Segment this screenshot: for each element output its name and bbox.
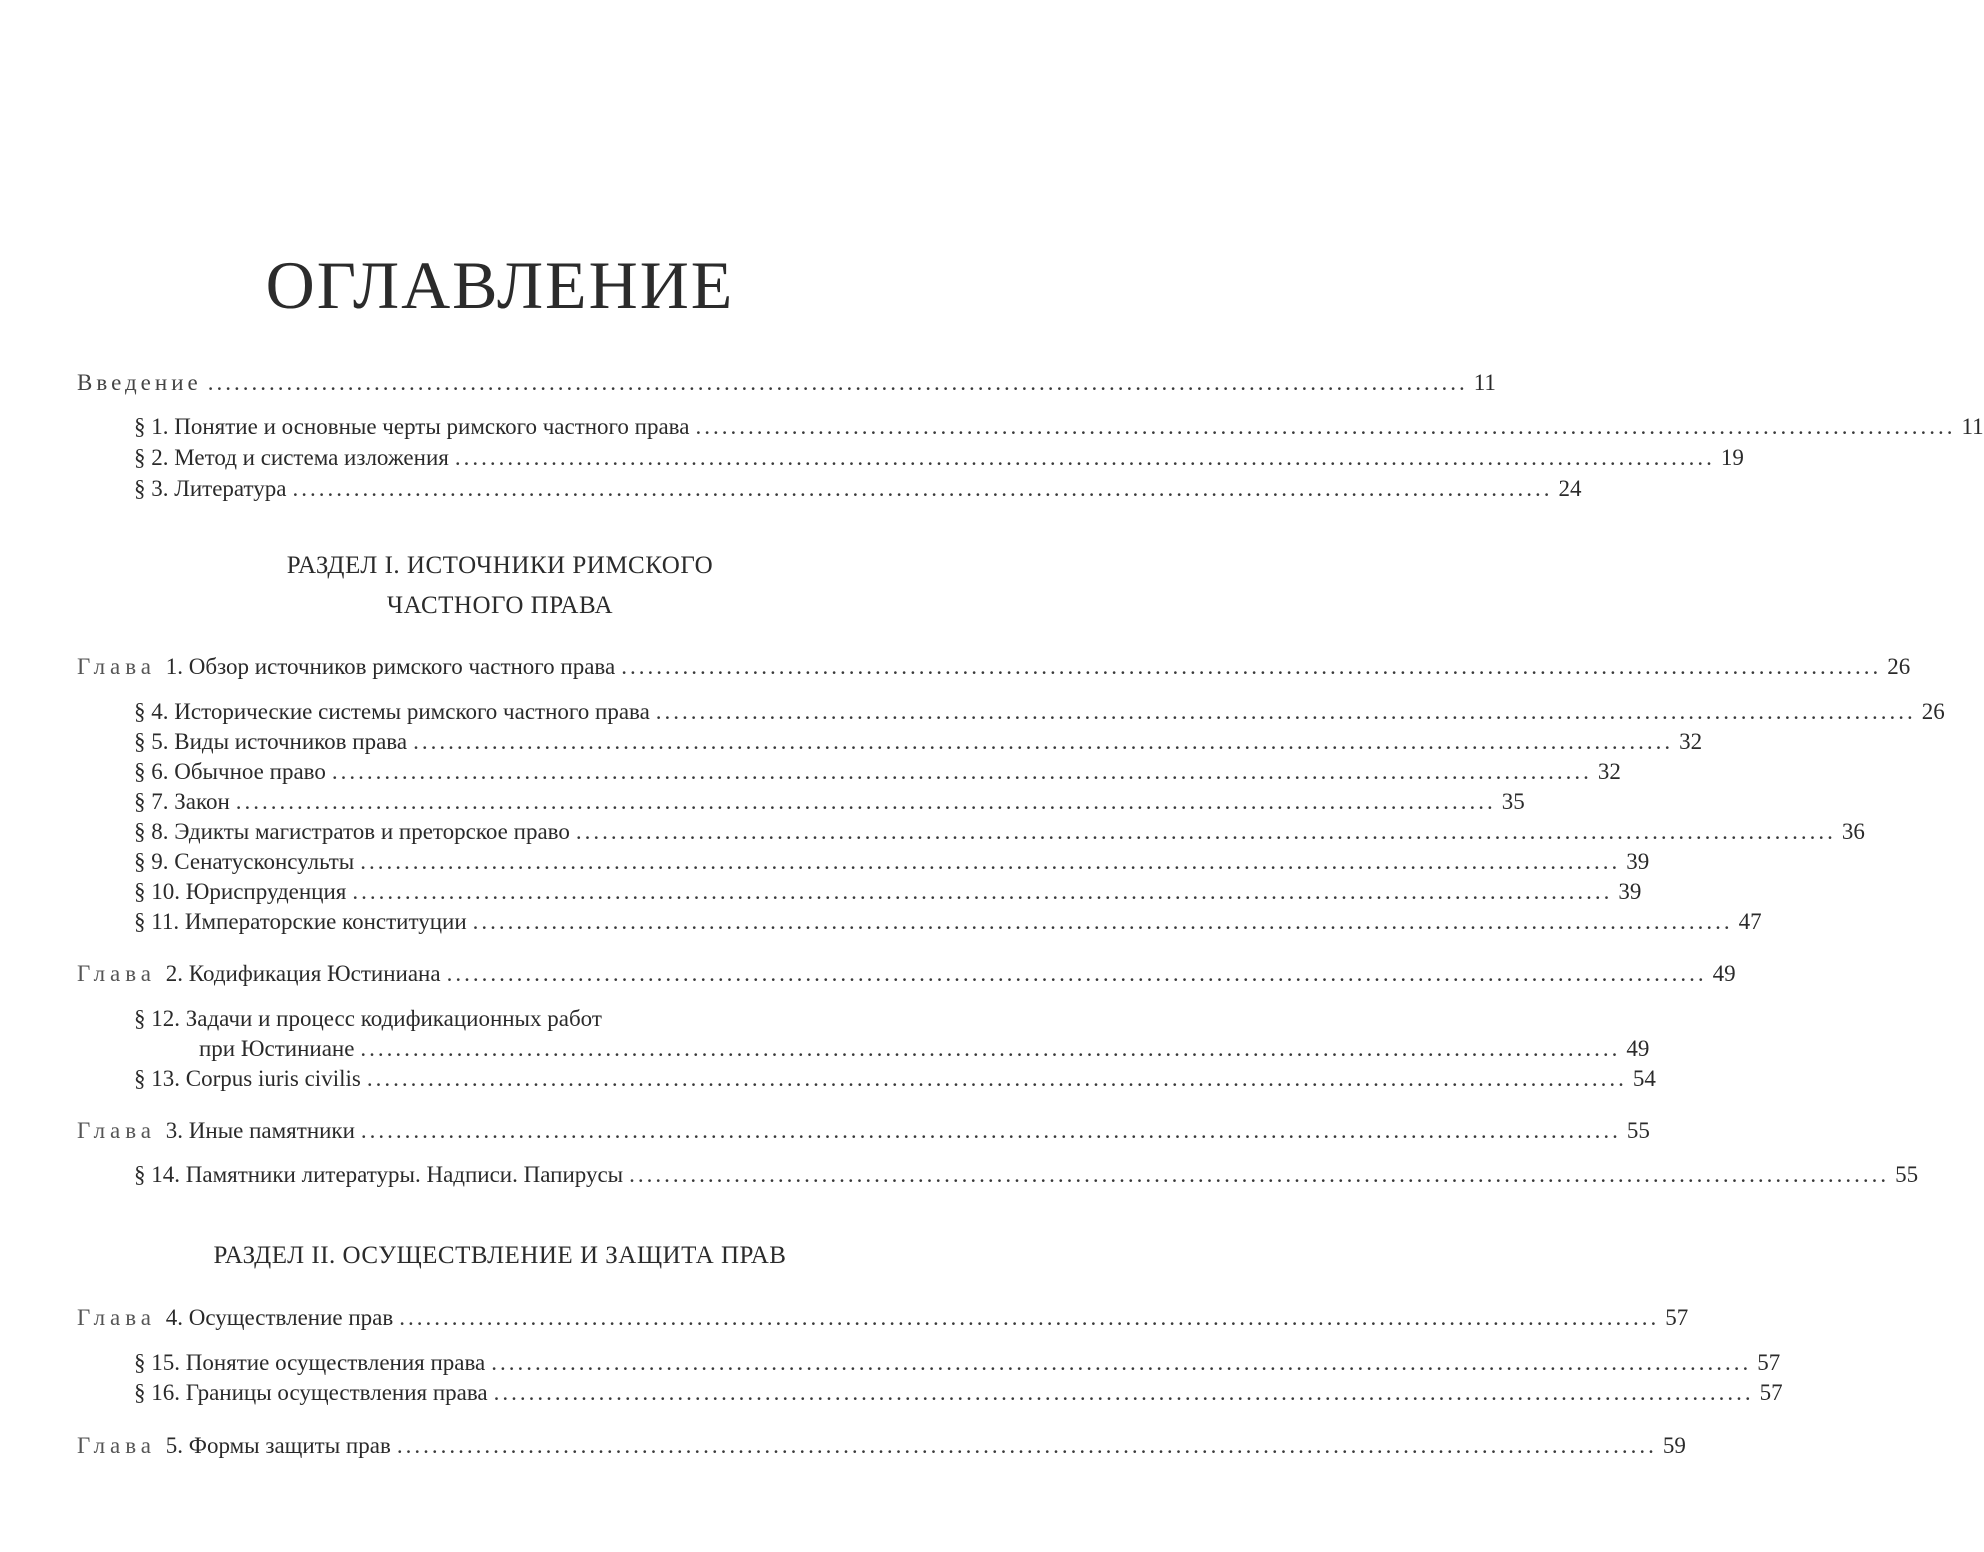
dot-leader: ................................................................................................................................................	[493, 1380, 1754, 1405]
entry-label: § 2. Метод и система изложения	[134, 445, 449, 470]
toc-entry-par1[interactable]	[134, 412, 1984, 442]
toc-entry-par2[interactable]	[134, 443, 1744, 473]
toc-entry-par9[interactable]	[134, 847, 1650, 877]
page-number: 26	[1921, 699, 1945, 724]
dot-leader: ................................................................................................................................................	[621, 654, 1882, 679]
chapter-word: Глава	[77, 1118, 157, 1143]
entry-label: § 3. Литература	[134, 476, 287, 501]
toc-entry-chapter-4[interactable]	[77, 1303, 1689, 1333]
page-number: 47	[1738, 909, 1762, 934]
page-number: 32	[1679, 729, 1703, 754]
page-number: 26	[1887, 654, 1911, 679]
entry-label: при Юстиниане	[199, 1036, 355, 1061]
page-number: 24	[1558, 476, 1582, 501]
dot-leader: ................................................................................................................................................	[695, 414, 1956, 439]
dot-leader: ................................................................................................................................................	[413, 729, 1674, 754]
page-number: 39	[1618, 879, 1642, 904]
dot-leader: ................................................................................................................................................	[655, 699, 1916, 724]
dot-leader: ................................................................................................................................................	[446, 961, 1707, 986]
dot-leader: ................................................................................................................................................	[352, 879, 1613, 904]
page-number: 57	[1759, 1380, 1783, 1405]
entry-label: § 10. Юриспруденция	[134, 879, 347, 904]
toc-entry-chapter-5[interactable]	[77, 1431, 1686, 1461]
entry-label: § 7. Закон	[134, 789, 230, 814]
chapter-title: 2. Кодификация Юстиниана	[165, 961, 441, 986]
chapter-word: Глава	[77, 961, 157, 986]
entry-label	[77, 1116, 355, 1146]
entry-label: § 6. Обычное право	[134, 759, 326, 784]
entry-label: Введение	[77, 370, 202, 395]
dot-leader: ................................................................................................................................................	[292, 476, 1553, 501]
entry-label: § 15. Понятие осуществления права	[134, 1350, 486, 1375]
toc-entry-par12[interactable]	[199, 1034, 1650, 1064]
dot-leader: ................................................................................................................................................	[491, 1350, 1752, 1375]
page-number: 55	[1626, 1118, 1650, 1143]
page-number: 32	[1597, 759, 1621, 784]
page-number: 19	[1720, 445, 1744, 470]
toc-entry-chapter-1[interactable]	[77, 652, 1911, 682]
dot-leader: ................................................................................................................................................	[360, 1036, 1621, 1061]
dot-leader: ................................................................................................................................................	[360, 849, 1621, 874]
entry-label: § 16. Границы осуществления права	[134, 1380, 488, 1405]
dot-leader: ................................................................................................................................................	[366, 1066, 1627, 1091]
toc-entry-par6[interactable]	[134, 757, 1621, 787]
dot-leader: ................................................................................................................................................	[472, 909, 1733, 934]
dot-leader: ................................................................................................................................................	[399, 1305, 1660, 1330]
entry-label: § 1. Понятие и основные черты римского частного права	[134, 414, 690, 439]
dot-leader: ................................................................................................................................................	[629, 1162, 1890, 1187]
chapter-title: 4. Осуществление прав	[165, 1305, 394, 1330]
toc-entry-par12-line1[interactable]: § 12. Задачи и процесс кодификационных работ	[134, 1006, 602, 1031]
page-number: 11	[1473, 370, 1496, 395]
toc-entry-par5[interactable]	[134, 727, 1703, 757]
entry-label	[77, 652, 615, 682]
toc-entry-chapter-3[interactable]	[77, 1116, 1650, 1146]
toc-entry-par15[interactable]	[134, 1348, 1781, 1378]
chapter-word: Глава	[77, 654, 157, 679]
page-number: 59	[1662, 1433, 1686, 1458]
toc-entry-par3[interactable]	[134, 474, 1582, 504]
page-number: 55	[1895, 1162, 1919, 1187]
page-number: 39	[1626, 849, 1650, 874]
page-number: 54	[1632, 1066, 1656, 1091]
entry-label: § 5. Виды источников права	[134, 729, 408, 754]
entry-label: § 9. Сенатусконсульты	[134, 849, 355, 874]
toc-entry-par8[interactable]	[134, 817, 1865, 847]
dot-leader: ................................................................................................................................................	[360, 1118, 1621, 1143]
entry-label	[77, 959, 441, 989]
toc-entry-par7[interactable]	[134, 787, 1525, 817]
entry-label: § 14. Памятники литературы. Надписи. Папирусы	[134, 1162, 624, 1187]
toc-entry-par14[interactable]	[134, 1160, 1919, 1190]
chapter-title: 1. Обзор источников римского частного права	[165, 654, 616, 679]
page-number: 11	[1961, 414, 1984, 439]
toc-entry-par11[interactable]	[134, 907, 1762, 937]
dot-leader: ................................................................................................................................................	[396, 1433, 1657, 1458]
chapter-word: Глава	[77, 1433, 157, 1458]
toc-entry-chapter-2[interactable]	[77, 959, 1736, 989]
entry-label: § 11. Императорские конституции	[134, 909, 467, 934]
page-number: 49	[1712, 961, 1736, 986]
toc-entry-par10[interactable]	[134, 877, 1642, 907]
entry-label	[77, 1431, 391, 1461]
page-number: 35	[1501, 789, 1525, 814]
toc-entry-par4[interactable]	[134, 697, 1945, 727]
dot-leader: ................................................................................................................................................	[235, 789, 1496, 814]
entry-label: § 4. Исторические системы римского частного права	[134, 699, 650, 724]
entry-label	[77, 1303, 393, 1333]
page-number: 49	[1626, 1036, 1650, 1061]
chapter-title: 5. Формы защиты прав	[165, 1433, 391, 1458]
dot-leader: ................................................................................................................................................	[207, 370, 1468, 395]
entry-label: § 8. Эдикты магистратов и преторское право	[134, 819, 570, 844]
toc-entry-par16[interactable]	[134, 1378, 1783, 1408]
toc-entry-par13[interactable]	[134, 1064, 1656, 1094]
chapter-word: Глава	[77, 1305, 157, 1330]
section-heading-1-line2: ЧАСТНОГО ПРАВА	[386, 592, 614, 619]
toc-entry-intro[interactable]	[77, 368, 1496, 398]
page-number: 36	[1841, 819, 1865, 844]
entry-label: § 13. Corpus iuris civilis	[134, 1066, 361, 1091]
page-number: 57	[1665, 1305, 1689, 1330]
chapter-title: 3. Иные памятники	[165, 1118, 355, 1143]
section-heading-1: РАЗДЕЛ I. ИСТОЧНИКИ РИМСКОГО	[286, 552, 714, 579]
dot-leader: ................................................................................................................................................	[331, 759, 1592, 784]
page-title: ОГЛАВЛЕНИЕ	[265, 247, 735, 323]
page-number: 57	[1757, 1350, 1781, 1375]
dot-leader: ................................................................................................................................................	[575, 819, 1836, 844]
section-heading-2: РАЗДЕЛ II. ОСУЩЕСТВЛЕНИЕ И ЗАЩИТА ПРАВ	[213, 1242, 787, 1269]
dot-leader: ................................................................................................................................................	[454, 445, 1715, 470]
